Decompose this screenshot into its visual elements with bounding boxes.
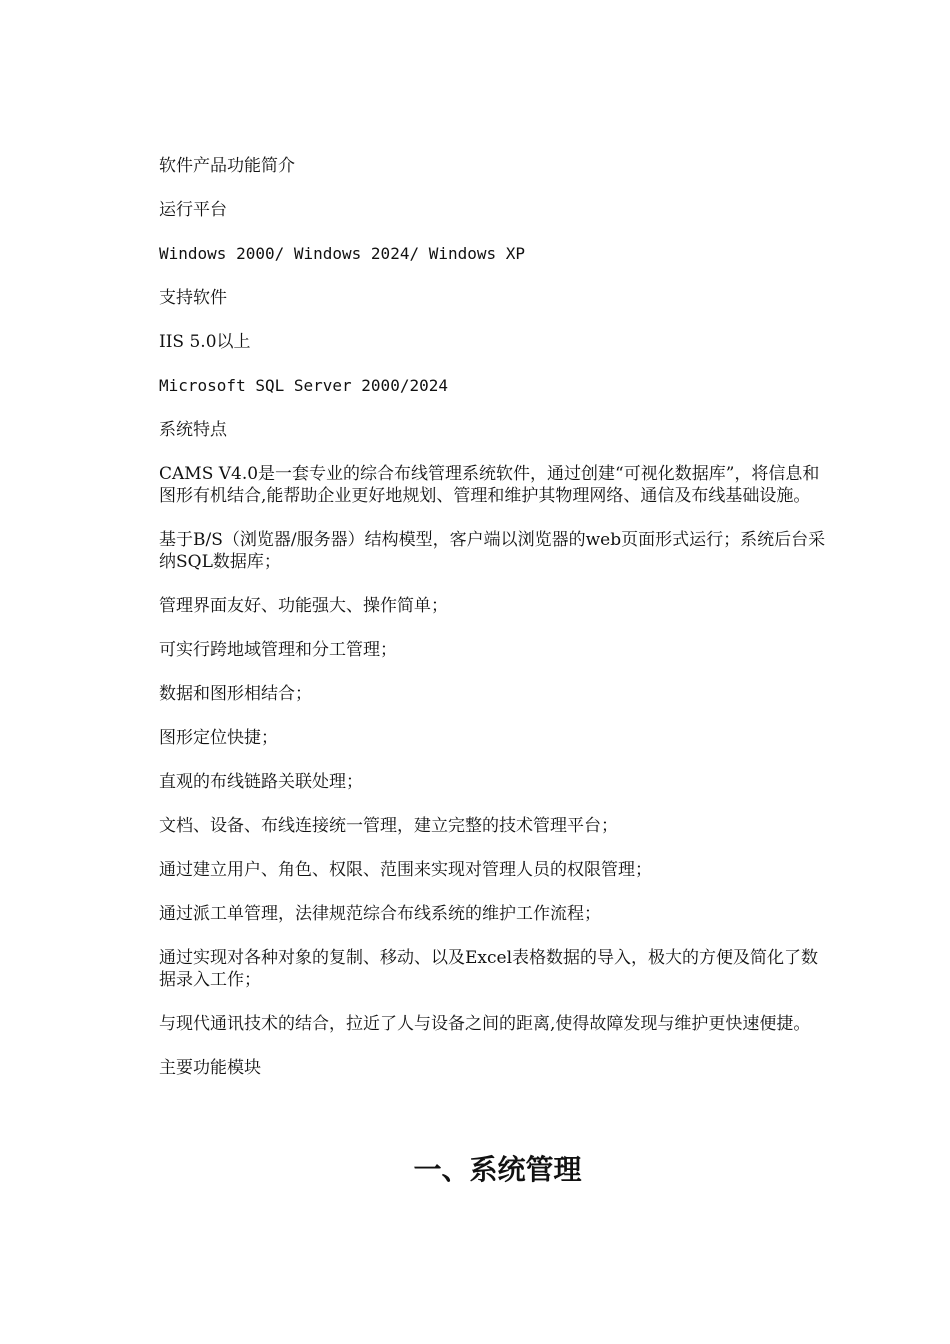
feature-paragraph: 数据和图形相结合；: [159, 684, 312, 704]
document-title: 软件产品功能简介: [159, 156, 295, 176]
feature-paragraph: 通过派工单管理，法律规范综合布线系统的维护工作流程；: [159, 904, 601, 924]
feature-paragraph: 通过实现对各种对象的复制、移动、以及Excel表格数据的导入，极大的方便及简化了数据录入工作；: [159, 948, 819, 990]
feature-paragraph: 管理界面友好、功能强大、操作简单；: [159, 596, 448, 616]
feature-paragraph: 与现代通讯技术的结合，拉近了人与设备之间的距离,使得故障发现与维护更快速便捷。: [159, 1014, 811, 1034]
document-body: [159, 155, 831, 1101]
feature-paragraph: 可实行跨地域管理和分工管理；: [159, 640, 397, 660]
feature-paragraph: 直观的布线链路关联处理；: [159, 772, 363, 792]
software-item: IIS 5.0以上: [159, 332, 251, 352]
features-heading: 系统特点: [159, 420, 227, 440]
feature-paragraph: 图形定位快捷；: [159, 728, 278, 748]
feature-paragraph: 基于B/S（浏览器/服务器）结构模型，客户端以浏览器的web页面形式运行；系统后台采纳SQL数据库；: [159, 530, 826, 572]
software-heading: 支持软件: [159, 288, 227, 308]
feature-paragraph: 文档、设备、布线连接统一管理，建立完整的技术管理平台；: [159, 816, 618, 836]
modules-heading: 主要功能模块: [159, 1058, 261, 1078]
software-item: Microsoft SQL Server 2000/2024: [159, 376, 448, 395]
platform-heading: 运行平台: [159, 200, 227, 220]
feature-paragraph: 通过建立用户、角色、权限、范围来实现对管理人员的权限管理；: [159, 860, 652, 880]
section-heading: 一、系统管理: [413, 1153, 582, 1186]
feature-paragraph: CAMS V4.0是一套专业的综合布线管理系统软件，通过创建“可视化数据库”，将信息和图形有机结合,能帮助企业更好地规划、管理和维护其物理网络、通信及布线基础设施。: [159, 464, 820, 506]
platform-value: Windows 2000/ Windows 2024/ Windows XP: [159, 244, 526, 263]
